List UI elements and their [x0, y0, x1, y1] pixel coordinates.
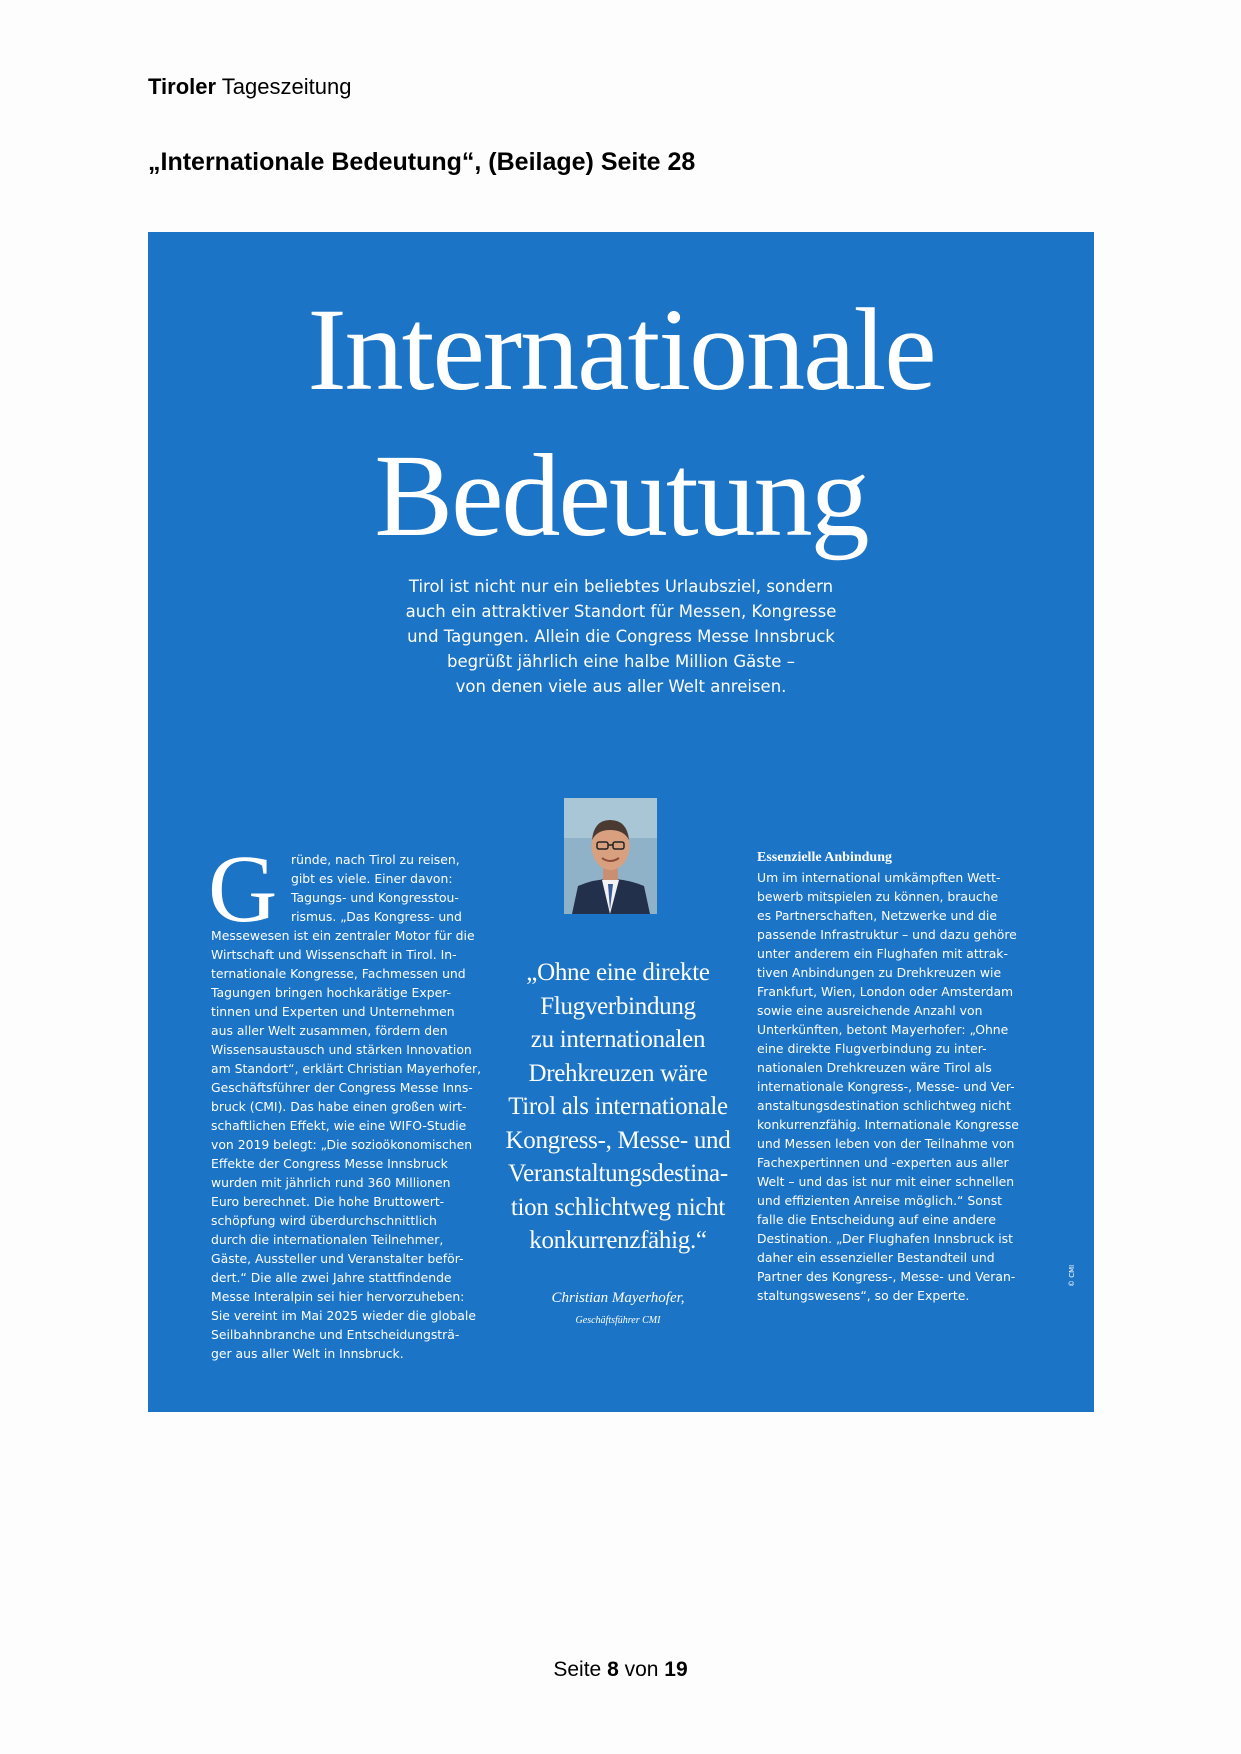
body-line: Frankfurt, Wien, London oder Amsterdam — [757, 984, 1014, 999]
body-line: Euro berechnet. Die hohe Bruttowert- — [211, 1194, 445, 1209]
body-line: Effekte der Congress Messe Innsbruck — [211, 1156, 448, 1171]
body-line: konkurrenzfähig. Internationale Kongresse — [757, 1117, 1019, 1132]
body-line: Messewesen ist ein zentraler Motor für die — [211, 928, 475, 943]
body-line: eine direkte Flugverbindung zu inter- — [757, 1041, 987, 1056]
body-line: aus aller Welt zusammen, fördern den — [211, 1023, 448, 1038]
page-footer — [0, 1658, 1241, 1682]
body-line: Wissensaustausch und stärken Innovation — [211, 1042, 472, 1057]
footer-middle: von — [624, 1658, 659, 1681]
body-line: Tagungen bringen hochkarätige Exper- — [211, 985, 451, 1000]
intro-line: begrüßt jährlich eine halbe Million Gäste – — [447, 652, 795, 671]
body-line: ründe, nach Tirol zu reisen, — [291, 852, 460, 867]
photo-credit: © CMI — [1068, 1264, 1076, 1287]
left-column — [211, 850, 481, 1363]
body-line: ternationale Kongresse, Fachmessen und — [211, 966, 466, 981]
newspaper-header — [148, 74, 351, 100]
body-line: Seilbahnbranche und Entscheidungsträ- — [211, 1327, 460, 1342]
drop-cap: G — [208, 835, 278, 942]
total-pages: 19 — [664, 1658, 688, 1681]
body-line: internationale Kongress-, Messe- und Ver- — [757, 1079, 1015, 1094]
body-line: Destination. „Der Flughafen Innsbruck ist — [757, 1231, 1013, 1246]
body-line: staltungswesens“, so der Experte. — [757, 1288, 970, 1303]
intro-line: und Tagungen. Allein die Congress Messe Innsbruck — [407, 627, 835, 646]
quote-line: Veranstaltungsdestina- — [508, 1160, 728, 1187]
body-line: rismus. „Das Kongress- und — [291, 909, 462, 924]
body-line: falle die Entscheidung auf eine andere — [757, 1212, 996, 1227]
body-line: dert.“ Die alle zwei Jahre stattfindende — [211, 1270, 452, 1285]
article-reference: „Internationale Bedeutung“, (Beilage) Seite 28 — [148, 148, 696, 176]
headline-line-1: Internationale — [307, 284, 935, 415]
body-line: Geschäftsführer der Congress Messe Inns- — [211, 1080, 473, 1095]
brand-rest: Tageszeitung — [221, 74, 352, 99]
quote-line: zu internationalen — [530, 1026, 706, 1053]
body-line: tiven Anbindungen zu Drehkreuzen wie — [757, 965, 1002, 980]
quote-line: Kongress-, Messe- und — [505, 1126, 731, 1154]
quote-line: „Ohne eine direkte — [526, 959, 710, 986]
body-line: Tagungs- und Kongresstou- — [291, 890, 459, 905]
right-column — [757, 848, 1019, 1305]
body-line: wurden mit jährlich rund 360 Millionen — [211, 1175, 451, 1190]
headline-line-2: Bedeutung — [374, 430, 868, 561]
body-line: ger aus aller Welt in Innsbruck. — [211, 1346, 404, 1361]
current-page: 8 — [607, 1658, 619, 1681]
body-line: und Messen leben von der Teilnahme von — [757, 1136, 1015, 1151]
body-line: Sie vereint im Mai 2025 wieder die globale — [211, 1308, 476, 1323]
body-line: Gäste, Aussteller und Veranstalter beför- — [211, 1251, 464, 1266]
body-line: am Standort“, erklärt Christian Mayerhofer, — [211, 1061, 482, 1076]
body-line: anstaltungsdestination schlichtweg nicht — [757, 1098, 1011, 1113]
body-line: sowie eine ausreichende Anzahl von — [757, 1003, 983, 1018]
body-line: bewerb mitspielen zu können, brauche — [757, 889, 999, 904]
subheading: Essenzielle Anbindung — [757, 850, 892, 865]
body-line: es Partnerschaften, Netzwerke und die — [757, 908, 997, 923]
quote-line: tion schlichtweg nicht — [510, 1193, 726, 1221]
article-clipping — [148, 232, 1094, 1412]
body-line: und effizienten Anreise möglich.“ Sonst — [757, 1193, 1003, 1208]
body-line: daher ein essenzieller Bestandteil und — [757, 1250, 995, 1265]
body-line: schöpfung wird überdurchschnittlich — [211, 1213, 437, 1228]
body-line: Partner des Kongress-, Messe- und Veran- — [757, 1269, 1016, 1284]
intro-text — [348, 574, 894, 699]
body-line: Fachexpertinnen und -experten aus aller — [757, 1155, 1009, 1170]
body-line: von 2019 belegt: „Die sozioökonomischen — [211, 1137, 473, 1152]
quote-line: Flugverbindung — [540, 992, 696, 1020]
quote-author: Christian Mayerhofer, — [551, 1290, 685, 1306]
body-line: Um im international umkämpften Wett- — [757, 870, 1001, 885]
pull-quote — [468, 956, 768, 1258]
portrait-image — [564, 798, 657, 914]
intro-line: von denen viele aus aller Welt anreisen. — [455, 677, 787, 696]
quote-line: konkurrenzfähig.“ — [529, 1227, 707, 1254]
intro-line: auch ein attraktiver Standort für Messen, Kongresse — [405, 602, 837, 621]
intro-line: Tirol ist nicht nur ein beliebtes Urlaubsziel, sondern — [408, 577, 834, 596]
footer-prefix: Seite — [553, 1658, 602, 1681]
body-line: unter anderem ein Flughafen mit attrak- — [757, 946, 1008, 961]
body-line: Messe Interalpin sei hier hervorzuheben: — [211, 1289, 465, 1304]
body-line: Unterkünften, betont Mayerhofer: „Ohne — [757, 1022, 1009, 1037]
quote-line: Drehkreuzen wäre — [528, 1059, 708, 1087]
body-line: gibt es viele. Einer davon: — [291, 871, 453, 886]
body-line: passende Infrastruktur – und dazu gehöre — [757, 927, 1017, 942]
body-line: schaftlichen Effekt, wie eine WIFO-Studie — [211, 1118, 467, 1133]
body-line: tinnen und Experten und Unternehmen — [211, 1004, 455, 1019]
body-line: bruck (CMI). Das habe einen großen wirt- — [211, 1099, 467, 1114]
quote-line: Tirol als internationale — [508, 1093, 728, 1120]
brand-bold: Tiroler — [148, 74, 217, 99]
portrait-photo — [564, 798, 657, 914]
quote-role: Geschäftsführer CMI — [575, 1315, 661, 1326]
body-line: Wirtschaft und Wissenschaft in Tirol. In- — [211, 947, 457, 962]
body-line: nationalen Drehkreuzen wäre Tirol als — [757, 1060, 992, 1075]
body-line: Welt – und das ist nur mit einer schnellen — [757, 1174, 1015, 1189]
body-line: durch die internationalen Teilnehmer, — [211, 1232, 444, 1247]
